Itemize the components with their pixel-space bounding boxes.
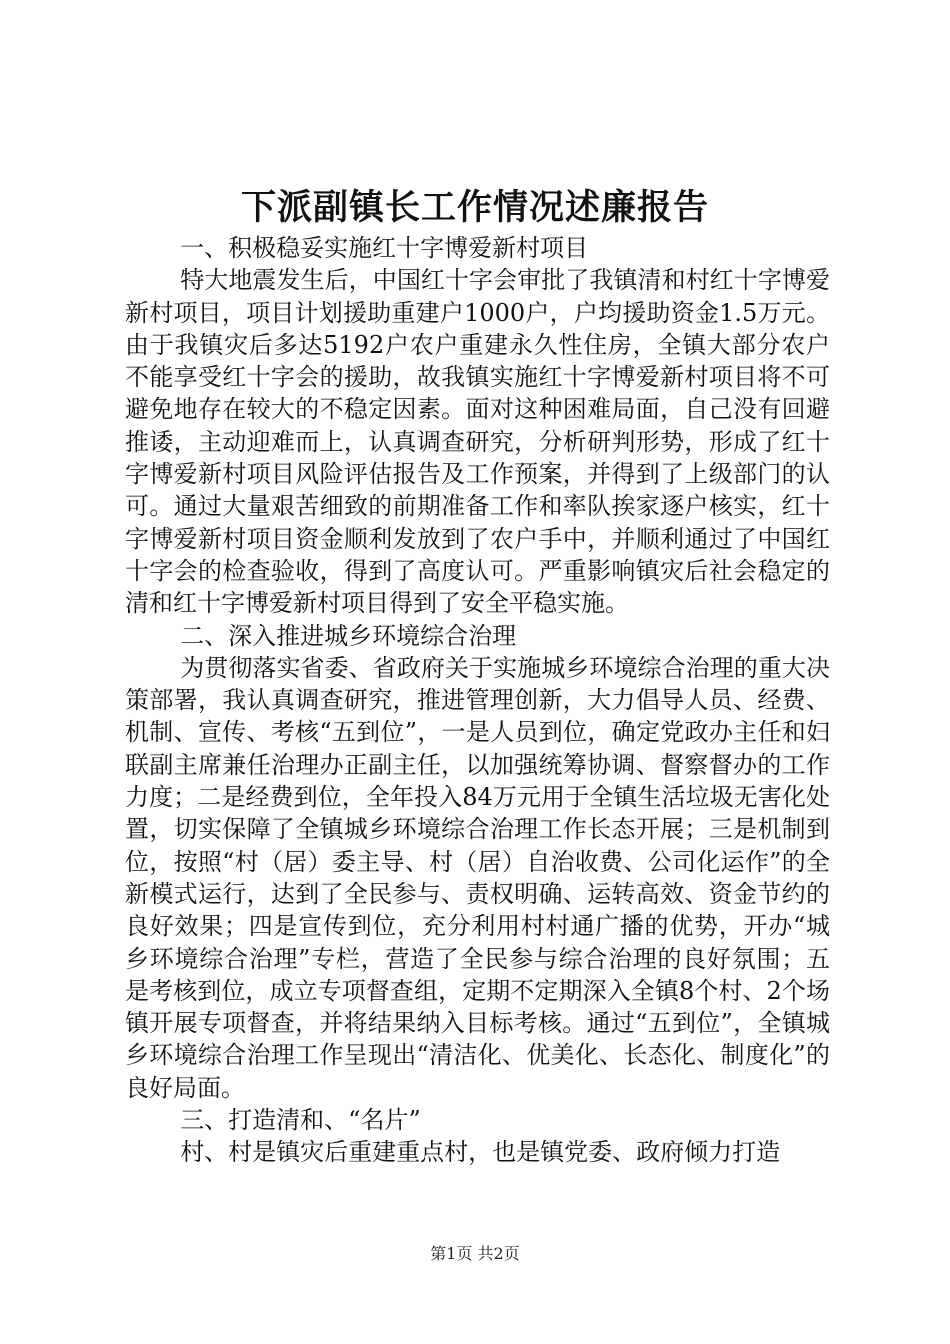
document-body <box>125 232 830 1169</box>
section-paragraph-1: 特大地震发生后，中国红十字会审批了我镇清和村红十字博爱新村项目，项目计划援助重建户1000户，户均援助资金1.5万元。由于我镇灾后多达5192户农户重建永久性住房，全镇大部分农户不能享受红十字会的援助，故我镇实施红十字博爱新村项目将不可避免地存在较大的不稳定因素。面对这种困难局面，自己没有回避推诿，主动迎难而上，认真调查研究，分析研判形势，形成了红十字博爱新村项目风险评估报告及工作预案，并得到了上级部门的认可。通过大量艰苦细致的前期准备工作和率队挨家逐户核实，红十字博爱新村项目资金顺利发放到了农户手中，并顺利通过了中国红十字会的检查验收，得到了高度认可。严重影响镇灾后社会稳定的清和红十字博爱新村项目得到了安全平稳实施。 <box>125 266 830 618</box>
section-heading-1: 一、积极稳妥实施红十字博爱新村项目 <box>180 234 589 262</box>
document-title: 下派副镇长工作情况述廉报告 <box>240 187 709 228</box>
page-footer: 第1页 共2页 <box>430 1244 520 1263</box>
section-paragraph-2: 为贯彻落实省委、省政府关于实施城乡环境综合治理的重大决策部署，我认真调查研究，推进管理创新，大力倡导人员、经费、机制、宣传、考核“五到位”，一是人员到位，确定党政办主任和妇联副主席兼任治理办正副主任，以加强统筹协调、督察督办的工作力度；二是经费到位，全年投入84万元用于全镇生活垃圾无害化处置，切实保障了全镇城乡环境综合治理工作长态开展；三是机制到位，按照“村（居）委主导、村（居）自治收费、公司化运作”的全新模式运行，达到了全民参与、责权明确、运转高效、资金节约的良好效果；四是宣传到位，充分利用村村通广播的优势，开办“城乡环境综合治理”专栏，营造了全民参与综合治理的良好氛围；五是考核到位，成立专项督查组，定期不定期深入全镇8个村、2个场镇开展专项督查，并将结果纳入目标考核。通过“五到位”，全镇城乡环境综合治理工作呈现出“清洁化、优美化、长态化、制度化”的良好局面。 <box>125 653 830 1102</box>
section-paragraph-3: 村、村是镇灾后重建重点村，也是镇党委、政府倾力打造 <box>180 1138 781 1167</box>
section-heading-3: 三、打造清和、“名片” <box>180 1106 421 1135</box>
section-heading-2: 二、深入推进城乡环境综合治理 <box>180 621 517 650</box>
